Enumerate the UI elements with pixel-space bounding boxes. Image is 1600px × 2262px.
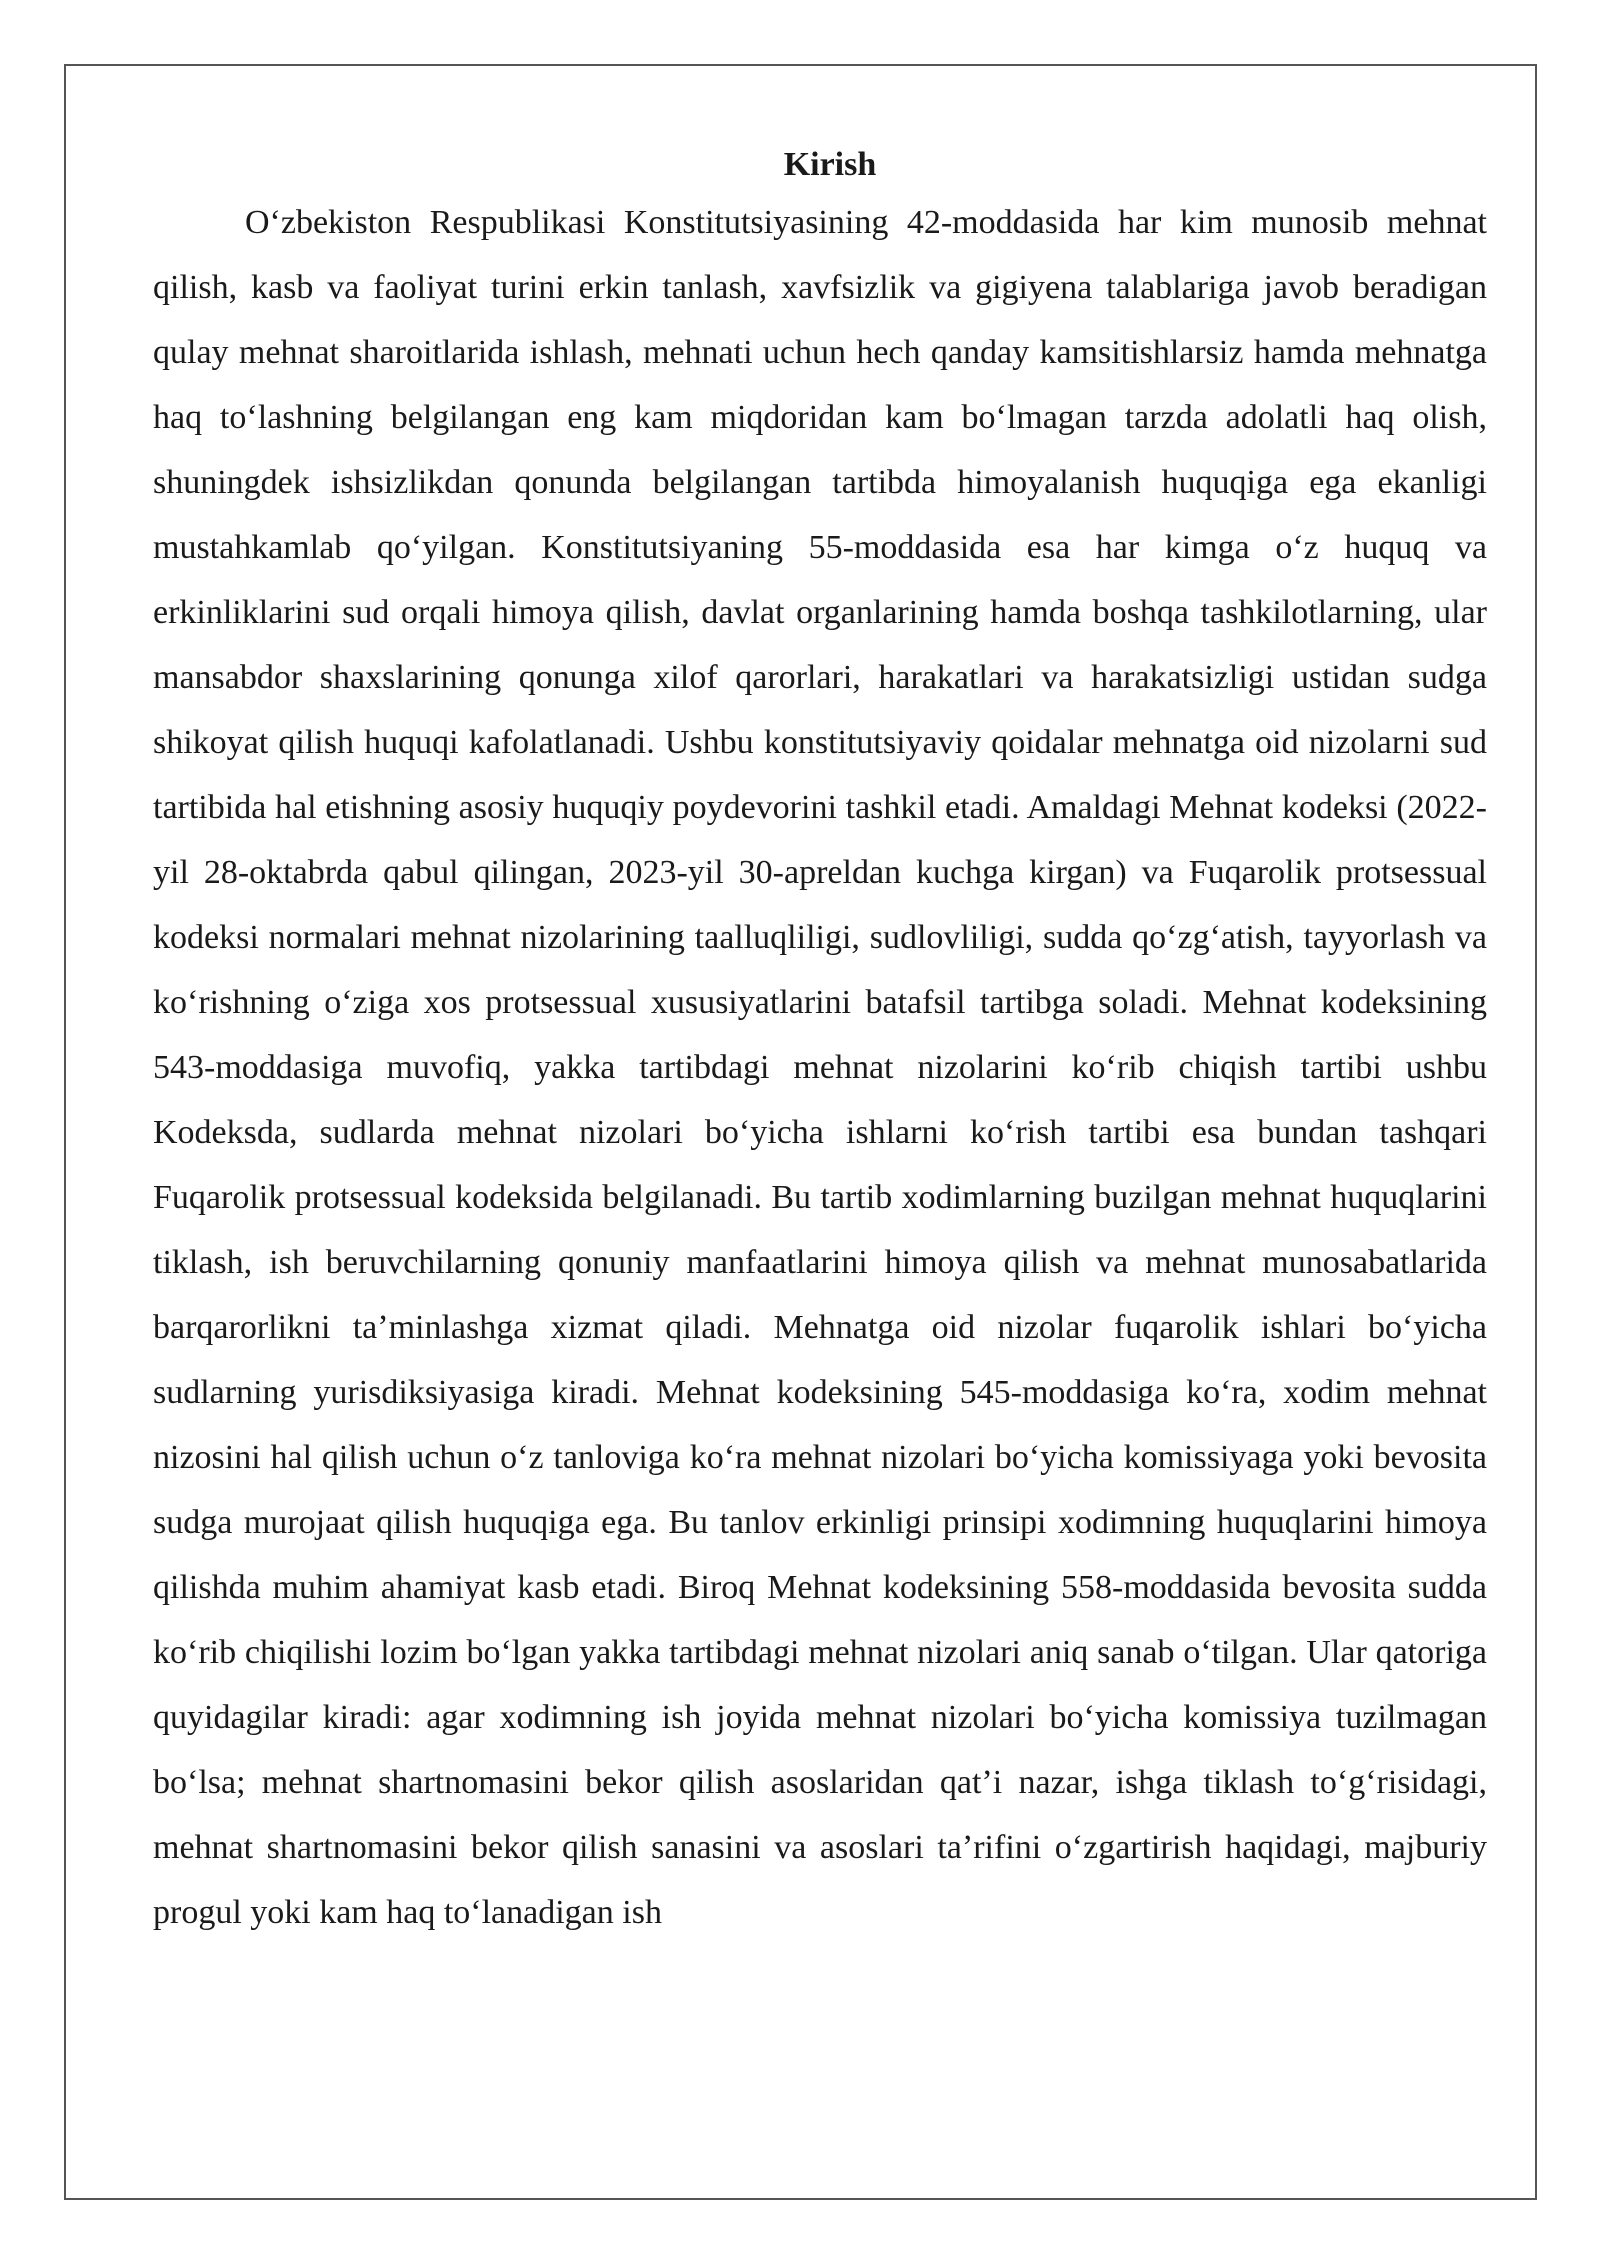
section-title: Kirish <box>783 146 877 183</box>
document-body <box>153 140 1487 1945</box>
body-paragraph: Oʻzbekiston Respublikasi Konstitutsiyasining 42-moddasida har kim munosib mehnat qilish, kasb va faoliyat turini erkin tanlash, xavfsizlik va gigiyena talablariga javob beradigan qulay mehnat sharoitlarida ishlash, mehnati uchun hech qanday kamsitishlarsiz hamda mehnatga haq toʻlashning belgilangan eng kam miqdoridan kam boʻlmagan tarzda adolatli haq olish, shuningdek ishsizlikdan qonunda belgilangan tartibda himoyalanish huquqiga ega ekanligi mustahkamlab qoʻyilgan. Konstitutsiyaning 55-moddasida esa har kimga oʻz huquq va erkinliklarini sud orqali himoya qilish, davlat organlarining hamda boshqa tashkilotlarning, ular mansabdor shaxslarining qonunga xilof qarorlari, harakatlari va harakatsizligi ustidan sudga shikoyat qilish huquqi kafolatlanadi. Ushbu konstitutsiyaviy qoidalar mehnatga oid nizolarni sud tartibida hal etishning asosiy huquqiy poydevorini tashkil etadi. Amaldagi Mehnat kodeksi (2022-yil 28-oktabrda qabul qilingan, 2023-yil 30-apreldan kuchga kirgan) va Fuqarolik protsessual kodeksi normalari mehnat nizolarining taalluqliligi, sudlovliligi, sudda qoʻzgʻatish, tayyorlash va koʻrishning oʻziga xos protsessual xususiyatlarini batafsil tartibga soladi. Mehnat kodeksining 543-moddasiga muvofiq, yakka tartibdagi mehnat nizolarini koʻrib chiqish tartibi ushbu Kodeksda, sudlarda mehnat nizolari boʻyicha ishlarni koʻrish tartibi esa bundan tashqari Fuqarolik protsessual kodeksida belgilanadi. Bu tartib xodimlarning buzilgan mehnat huquqlarini tiklash, ish beruvchilarning qonuniy manfaatlarini himoya qilish va mehnat munosabatlarida barqarorlikni taʼminlashga xizmat qiladi. Mehnatga oid nizolar fuqarolik ishlari boʻyicha sudlarning yurisdiksiyasiga kiradi. Mehnat kodeksining 545-moddasiga koʻra, xodim mehnat nizosini hal qilish uchun oʻz tanloviga koʻra mehnat nizolari boʻyicha komissiyaga yoki bevosita sudga murojaat qilish huquqiga ega. Bu tanlov erkinligi prinsipi xodimning huquqlarini himoya qilishda muhim ahamiyat kasb etadi. Biroq Mehnat kodeksining 558-moddasida bevosita sudda koʻrib chiqilishi lozim boʻlgan yakka tartibdagi mehnat nizolari aniq sanab oʻtilgan. Ular qatoriga quyidagilar kiradi: agar xodimning ish joyida mehnat nizolari boʻyicha komissiya tuzilmagan boʻlsa; mehnat shartnomasini bekor qilish asoslaridan qatʼi nazar, ishga tiklash toʻgʻrisidagi, mehnat shartnomasini bekor qilish sanasini va asoslari taʼrifini oʻzgartirish haqidagi, majburiy progul yoki kam haq toʻlanadigan ish <box>153 204 1487 1931</box>
